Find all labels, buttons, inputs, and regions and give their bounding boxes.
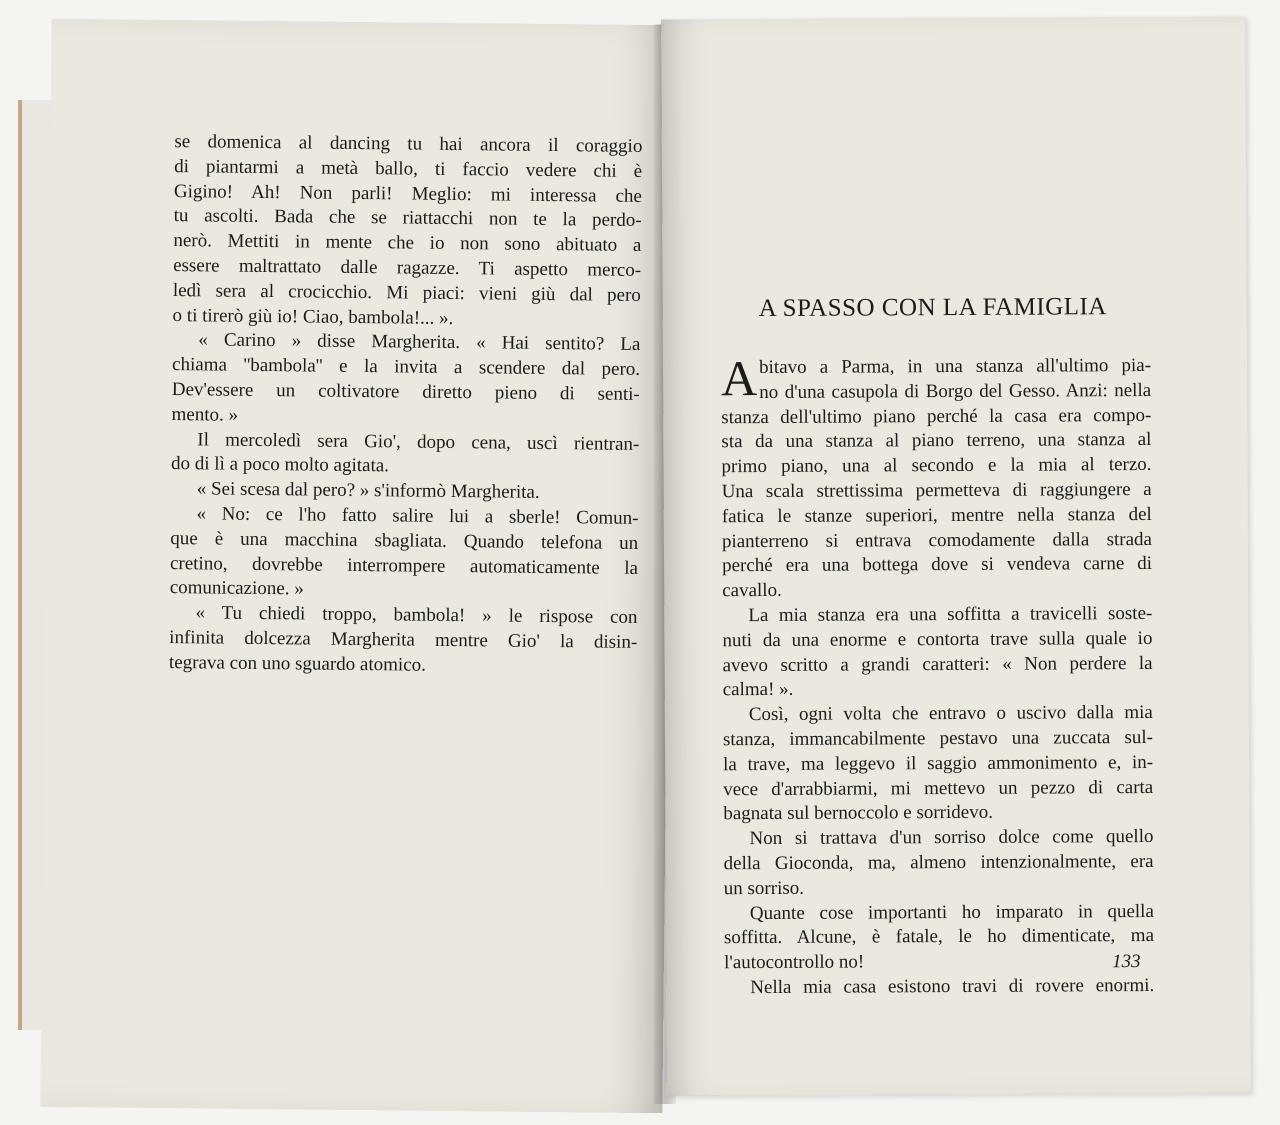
text-line: que è una macchina sbagliata. Quando telefona un bbox=[170, 527, 639, 554]
text-line: Quante cose importanti ho imparato in quella bbox=[749, 900, 1154, 924]
text-line: vece d'arrabbiarmi, mi mettevo un pezzo di carta bbox=[723, 776, 1154, 800]
text-line: bagnata sul bernoccolo e sorridevo. bbox=[723, 802, 994, 825]
text-line: bitavo a Parma, in una stanza all'ultimo pia- bbox=[759, 354, 1152, 379]
text-line: pianterreno si entrava comodamente dalla strada bbox=[721, 528, 1152, 552]
text-line: tu ascolti. Bada che se riattacchi non te la perdo- bbox=[173, 205, 642, 232]
page-number: 133 bbox=[1112, 951, 1141, 973]
text-line: se domenica al dancing tu hai ancora il coraggio bbox=[174, 131, 643, 157]
text-line: della Gioconda, ma, almeno intenzionalmente, era bbox=[723, 850, 1154, 875]
text-line: « No: ce l'ho fatto salire lui a sberle! Comun- bbox=[196, 503, 639, 529]
text-line: di piantarmi a metà ballo, ti faccio vedere chi è bbox=[174, 155, 643, 182]
text-line: tegrava con uno sguardo atomico. bbox=[168, 651, 427, 676]
text-line: infinita dolcezza Margherita mentre Gio' la disin- bbox=[169, 626, 638, 653]
text-line: sta da una stanza al piano terreno, una stanza al bbox=[721, 429, 1152, 453]
text-line: Così, ogni volta che entravo o uscivo dalla mia bbox=[748, 702, 1153, 726]
text-line: primo piano, una al secondo e la mia al terzo. bbox=[721, 454, 1152, 478]
text-line: do di lì a poco molto agitata. bbox=[170, 453, 390, 477]
text-line: stanza dell'ultimo piano perché la casa era compo- bbox=[721, 404, 1152, 428]
text-line: Dev'essere un coltivatore diretto pieno di senti- bbox=[171, 379, 640, 405]
text-line: avevo scritto a grandi caratteri: « Non perdere la bbox=[722, 652, 1153, 676]
text-line: « Carino » disse Margherita. « Hai sentito? La bbox=[198, 329, 641, 356]
drop-cap: A bbox=[720, 350, 758, 407]
text-line: cavallo. bbox=[722, 580, 782, 602]
text-line: la trave, ma leggevo il saggio ammonimento e, in- bbox=[723, 751, 1154, 775]
text-line: Nella mia casa esistono travi di rovere enormi. bbox=[750, 974, 1155, 999]
left-page-body bbox=[169, 130, 643, 680]
text-line: nuti da una enorme e contorta trave sulla quale io bbox=[722, 627, 1153, 651]
text-line: comunicazione. » bbox=[169, 577, 304, 600]
text-line: chiama ''bambola'' e la invita a scendere dal pero. bbox=[171, 354, 641, 381]
text-line: essere maltrattato dalle ragazze. Ti aspetto merco- bbox=[173, 255, 642, 281]
text-line: perché era una bottega dove si vendeva carne di bbox=[721, 553, 1153, 577]
text-line: l'autocontrollo no! bbox=[724, 951, 865, 974]
text-line: soffitta. Alcune, è fatale, le ho dimenticate, ma bbox=[723, 925, 1155, 949]
text-line: Una scala strettissima permetteva di raggiungere a bbox=[721, 478, 1152, 503]
chapter-title: A SPASSO CON LA FAMIGLIA bbox=[758, 293, 1107, 323]
text-line: Il mercoledì sera Gio', dopo cena, uscì rientran- bbox=[197, 428, 640, 455]
text-line: « Tu chiedi troppo, bambola! » le rispose con bbox=[195, 602, 638, 629]
left-page bbox=[40, 19, 673, 1113]
text-line: La mia stanza era una soffitta a travicelli soste- bbox=[748, 602, 1153, 627]
right-page-body bbox=[720, 350, 1155, 1001]
text-line: calma! ». bbox=[722, 679, 794, 701]
text-line: ledì sera al crocicchio. Mi piaci: vieni giù dal pero bbox=[172, 279, 641, 306]
text-line: nerò. Mettiti in mente che io non sono abituato a bbox=[173, 230, 642, 257]
text-line: o ti tirerò giù io! Ciao, bambola!... ». bbox=[172, 304, 454, 329]
text-line: fatica le stanze superiori, mentre nella stanza del bbox=[721, 503, 1152, 528]
text-line: stanza, immancabilmente pestavo una zuccata sul- bbox=[722, 726, 1154, 751]
right-page bbox=[661, 16, 1251, 1095]
text-line: mento. » bbox=[171, 403, 239, 426]
text-line: Gigino! Ah! Non parli! Meglio: mi interessa che bbox=[173, 180, 642, 207]
text-line: cretino, dovrebbe interrompere automaticamente la bbox=[169, 552, 639, 579]
text-line: Non si trattava d'un sorriso dolce come quello bbox=[749, 826, 1154, 850]
text-line: « Sei scesa dal pero? » s'informò Margherita. bbox=[196, 478, 540, 504]
text-line: no d'una casupola di Borgo del Gesso. Anzi: nella bbox=[759, 379, 1152, 403]
text-line: un sorriso. bbox=[723, 877, 805, 899]
